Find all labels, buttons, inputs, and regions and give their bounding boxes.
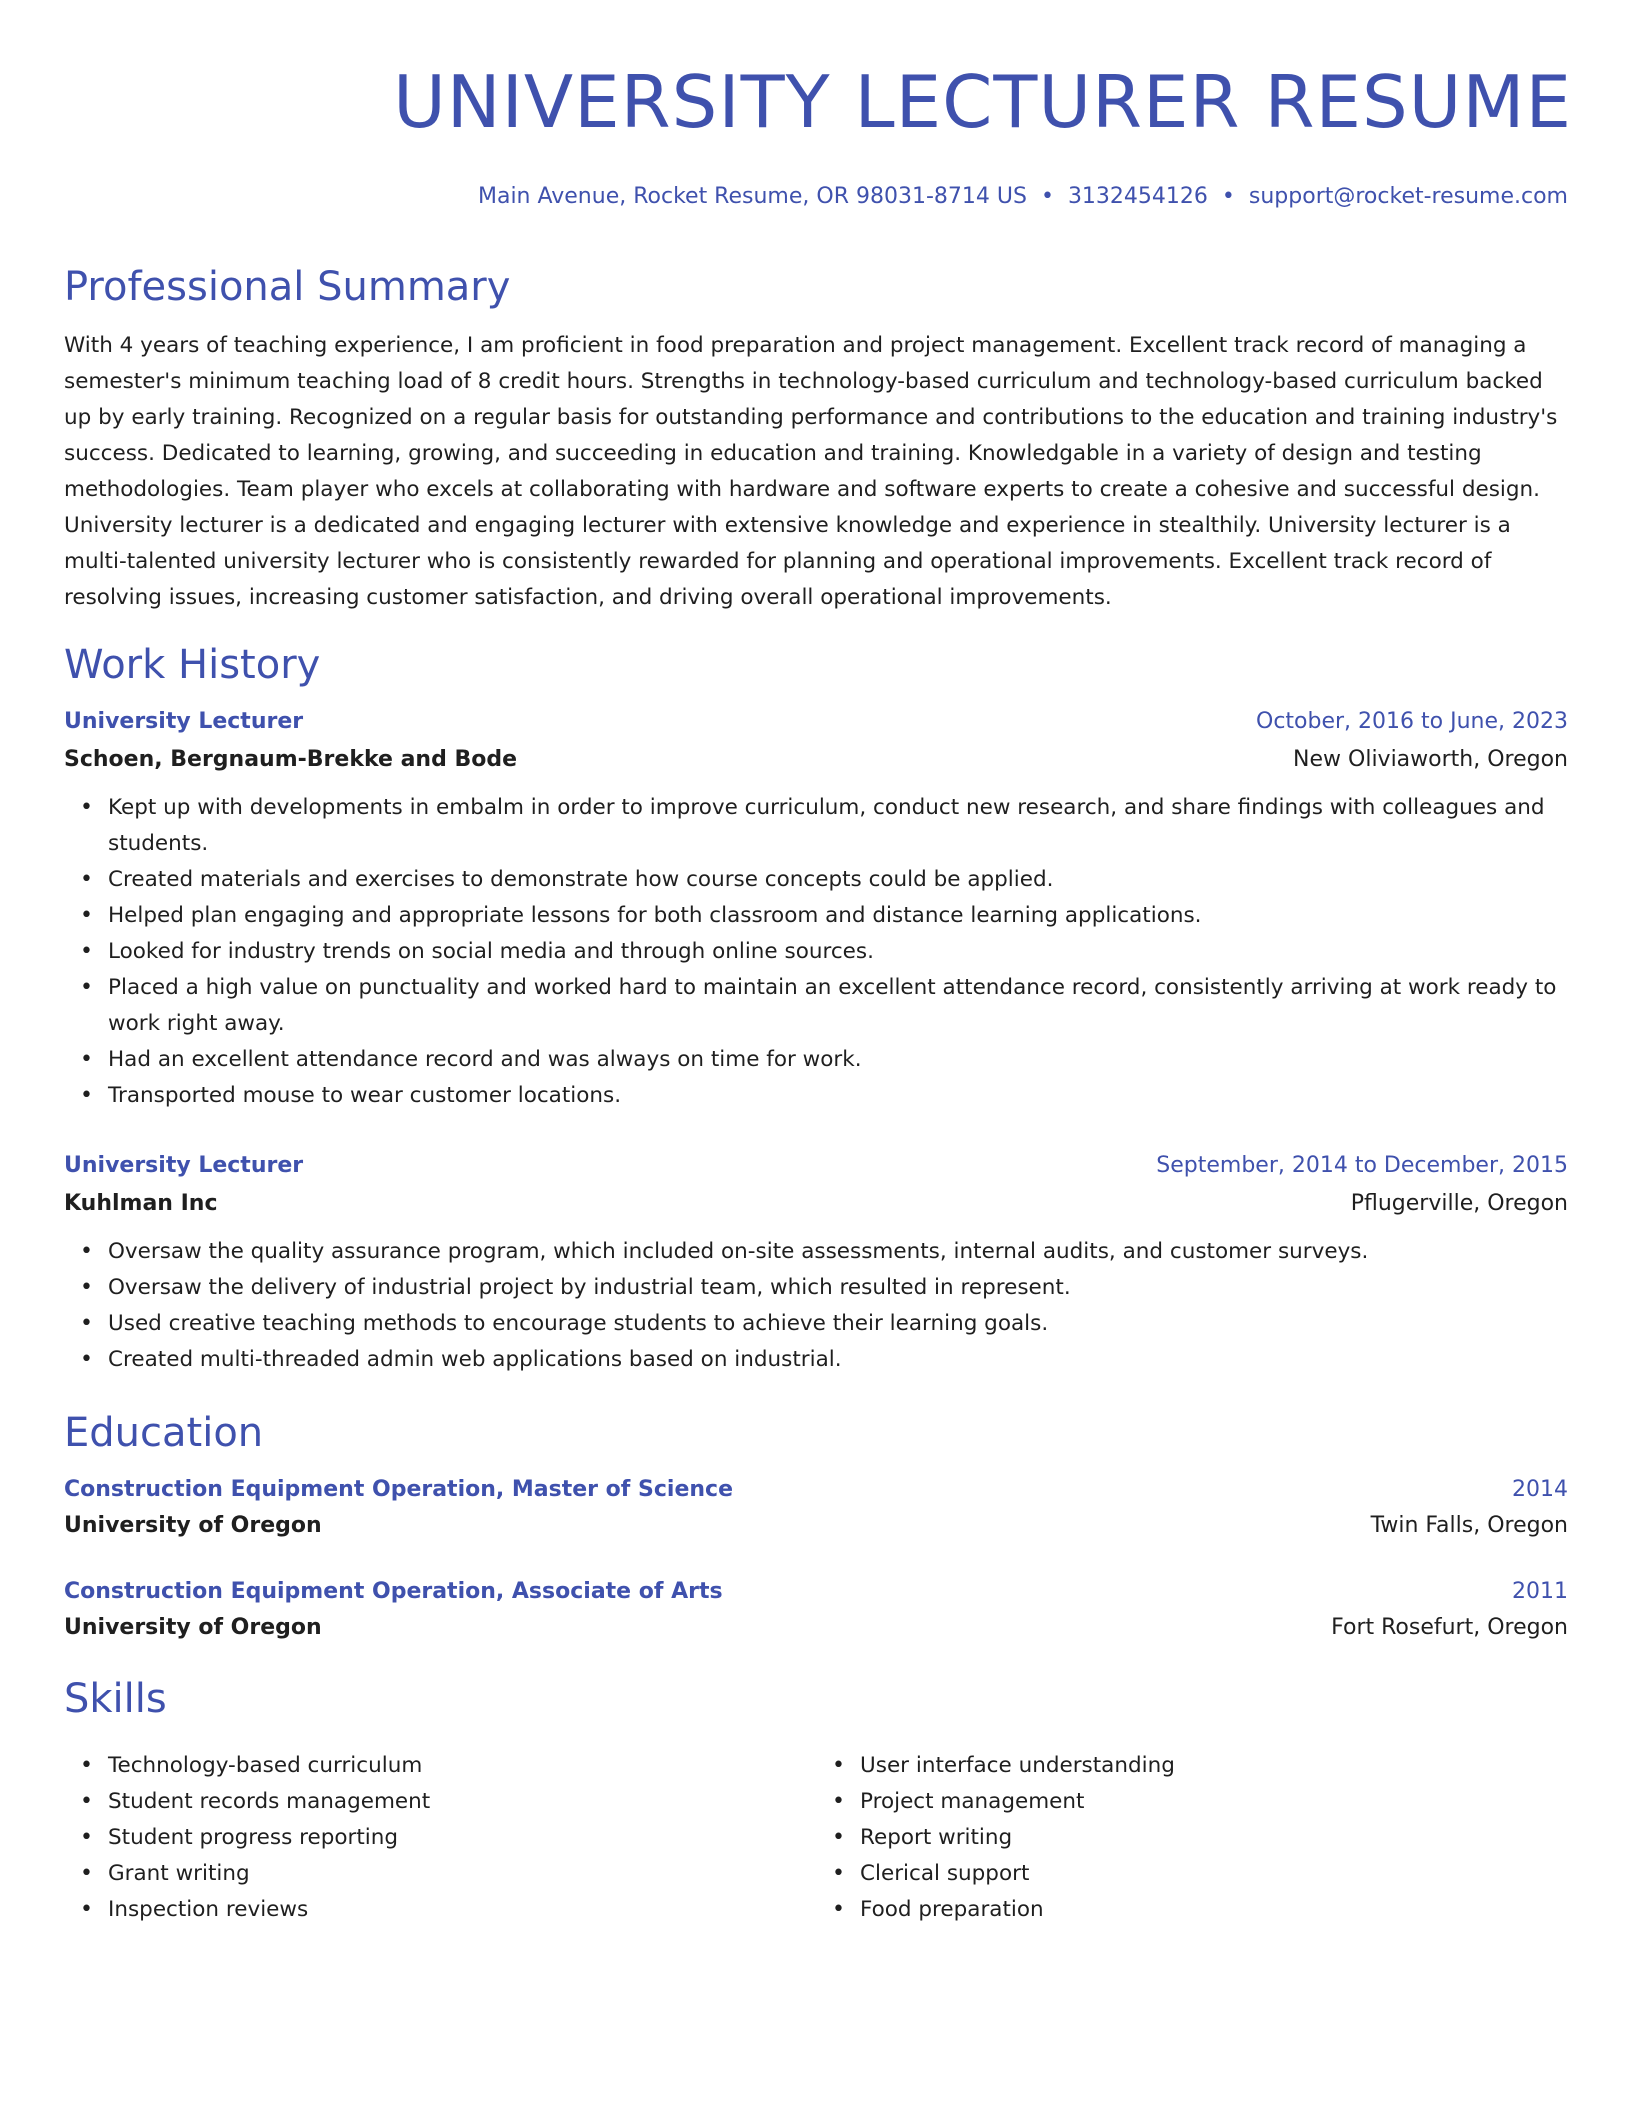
list-item: • Oversaw the delivery of industrial project by industrial team, which resulted in represent. (108, 1270, 1568, 1306)
list-item: • Transported mouse to wear customer locations. (108, 1078, 1568, 1114)
contact-email: support@rocket-resume.com (1248, 184, 1568, 209)
list-item: • Looked for industry trends on social media and through online sources. (108, 934, 1568, 970)
skill-item: • Student records management (108, 1784, 816, 1820)
skill-item: • Technology-based curriculum (108, 1748, 816, 1784)
skill-item: • Project management (860, 1784, 1568, 1820)
skills-list-right (816, 1748, 1568, 1928)
job-header-row (64, 1148, 1568, 1184)
job-location: Pflugerville, Oregon (1350, 1191, 1568, 1216)
graduation-year: 2014 (1512, 1477, 1568, 1502)
summary-text: With 4 years of teaching experience, I am proficient in food preparation and project management. Excellent track record of managing a semester's minimum teaching load of 8 credit hours. Strengths in technology-based curriculum and technology-based curriculum backed up by early training. Recognized on a regular basis for outstanding performance and contributions to the education and training industry's success. Dedicated to learning, growing, and succeeding in education and training. Knowledgable in a variety of design and testing methodologies. Team player who excels at collaborating with hardware and software experts to create a cohesive and successful design. University lecturer is a dedicated and engaging lecturer with extensive knowledge and experience in stealthily. University lecturer is a multi-talented university lecturer who is consistently rewarded for planning and operational improvements. Excellent track record of resolving issues, increasing customer satisfaction, and driving overall operational improvements. (64, 333, 1558, 610)
skill-item: • Food preparation (860, 1892, 1568, 1928)
education-entry (64, 1472, 1568, 1544)
summary-section (64, 262, 1568, 616)
skill-item: • Clerical support (860, 1856, 1568, 1892)
contact-line (64, 182, 1568, 212)
list-item: • Had an excellent attendance record and was always on time for work. (108, 1042, 1568, 1078)
job-dates: October, 2016 to June, 2023 (1256, 709, 1568, 734)
job-dates: September, 2014 to December, 2015 (1156, 1153, 1568, 1178)
list-item: • Kept up with developments in embalm in order to improve curriculum, conduct new research, and share findings with colleagues and students. (108, 790, 1568, 862)
contact-address: Main Avenue, Rocket Resume, OR 98031-8714 US (477, 184, 1027, 209)
list-item: • Placed a high value on punctuality and worked hard to maintain an excellent attendance record, consistently arriving at work ready to work right away. (108, 970, 1568, 1042)
degree-title: Construction Equipment Operation, Master of Science (64, 1477, 734, 1502)
graduation-year: 2011 (1512, 1579, 1568, 1604)
contact-separator: • (1221, 184, 1235, 209)
job-title: University Lecturer (64, 709, 304, 734)
resume-header (64, 56, 1572, 212)
job-employer: Schoen, Bergnaum-Brekke and Bode (64, 747, 518, 772)
job-title: University Lecturer (64, 1153, 304, 1178)
section-heading: Skills (64, 1676, 167, 1722)
job-bullets (64, 790, 1568, 1114)
contact-phone: 3132454126 (1067, 184, 1208, 209)
list-item: • Created multi-threaded admin web applications based on industrial. (108, 1342, 1568, 1378)
job-employer-row (64, 1184, 1568, 1224)
skills-section (64, 1674, 1568, 1928)
job-entry (64, 704, 1568, 1114)
education-school-row (64, 1508, 1568, 1544)
job-location: New Oliviaworth, Oregon (1293, 747, 1568, 772)
resume-name: UNIVERSITY LECTURER RESUME (393, 60, 1572, 144)
section-heading: Work History (64, 642, 321, 688)
education-entry (64, 1574, 1568, 1646)
education-header-row (64, 1472, 1568, 1508)
skill-item: • User interface understanding (860, 1748, 1568, 1784)
school-location: Twin Falls, Oregon (1370, 1513, 1568, 1538)
list-item: • Used creative teaching methods to encourage students to achieve their learning goals. (108, 1306, 1568, 1342)
school-name: University of Oregon (64, 1615, 322, 1640)
job-employer-row (64, 740, 1568, 780)
skills-list-left (64, 1748, 816, 1928)
degree-title: Construction Equipment Operation, Associate of Arts (64, 1579, 723, 1604)
job-header-row (64, 704, 1568, 740)
work-history-section (64, 640, 1568, 1378)
education-header-row (64, 1574, 1568, 1610)
job-employer: Kuhlman Inc (64, 1191, 218, 1216)
school-location: Fort Rosefurt, Oregon (1331, 1615, 1568, 1640)
list-item: • Oversaw the quality assurance program, which included on-site assessments, internal audits, and customer surveys. (108, 1234, 1568, 1270)
list-item: • Helped plan engaging and appropriate lessons for both classroom and distance learning applications. (108, 898, 1568, 934)
skill-item: • Report writing (860, 1820, 1568, 1856)
section-heading: Education (64, 1410, 264, 1456)
job-entry (64, 1148, 1568, 1378)
job-bullets (64, 1234, 1568, 1378)
skill-item: • Inspection reviews (108, 1892, 816, 1928)
skill-item: • Student progress reporting (108, 1820, 816, 1856)
section-heading: Professional Summary (64, 264, 511, 310)
skill-item: • Grant writing (108, 1856, 816, 1892)
list-item: • Created materials and exercises to demonstrate how course concepts could be applied. (108, 862, 1568, 898)
education-school-row (64, 1610, 1568, 1646)
skills-columns (64, 1738, 1568, 1928)
contact-separator: • (1040, 184, 1054, 209)
education-section (64, 1408, 1568, 1646)
school-name: University of Oregon (64, 1513, 322, 1538)
